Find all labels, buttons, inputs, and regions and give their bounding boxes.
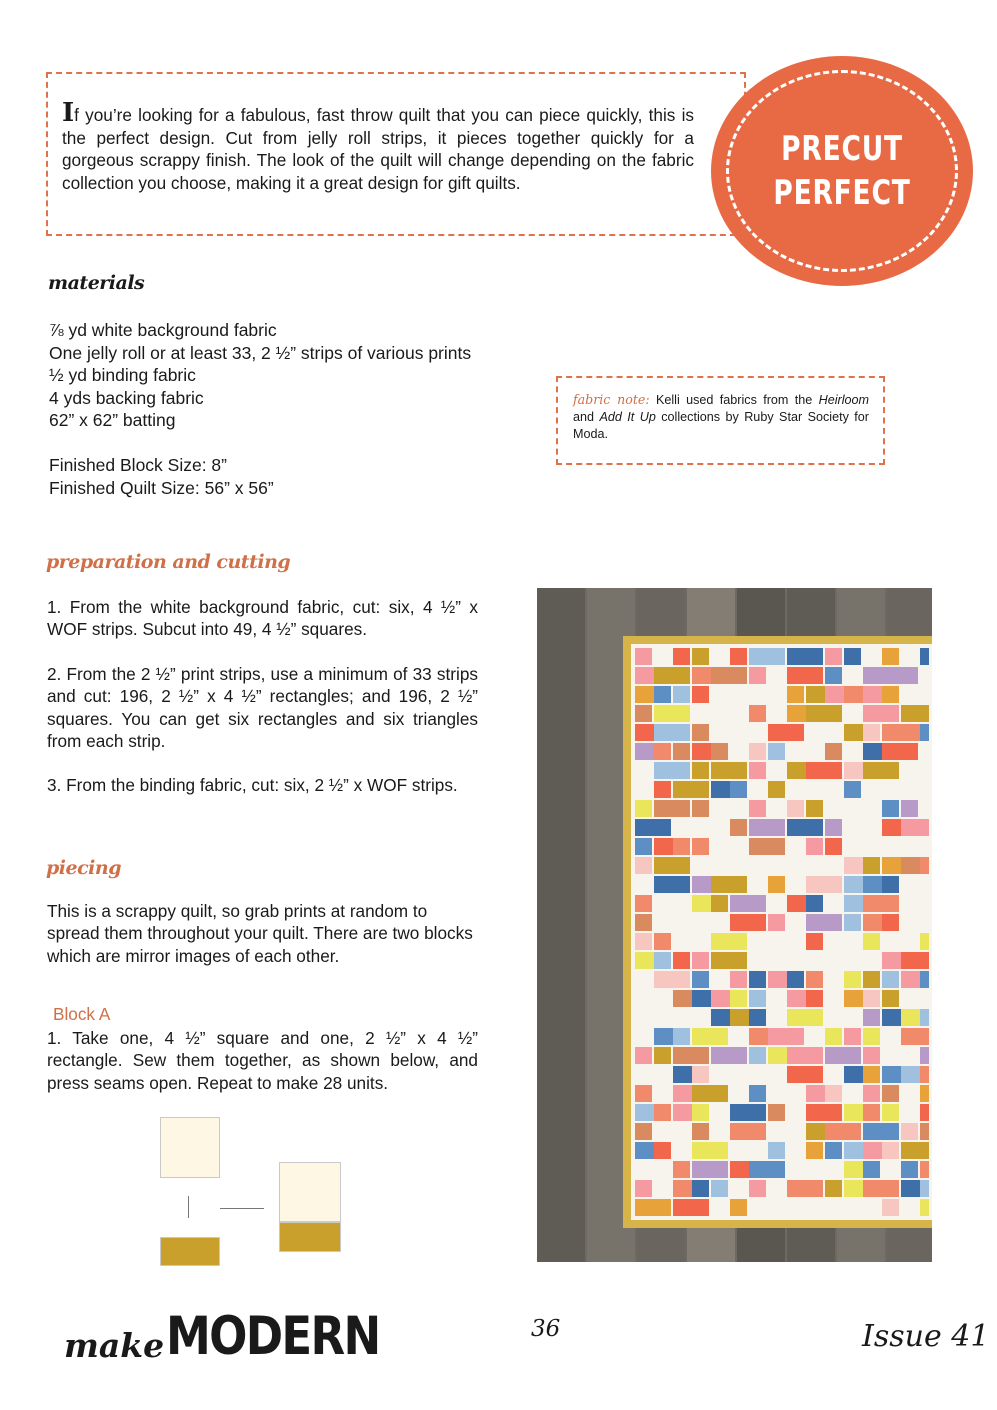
- quilt-patch: [730, 781, 747, 798]
- quilt-patch: [692, 1123, 709, 1140]
- quilt-patch: [787, 971, 804, 988]
- quilt-patch: [711, 743, 728, 760]
- materials-item: One jelly roll or at least 33, 2 ½” strips of various prints: [49, 342, 472, 363]
- quilt-patch: [806, 914, 842, 931]
- quilt-patch: [654, 724, 690, 741]
- quilt-patch: [692, 1161, 728, 1178]
- quilt-patch: [901, 705, 929, 722]
- quilt-patch: [863, 1066, 880, 1083]
- fabric-note-collection-2: Add It Up: [599, 410, 656, 424]
- quilt-patch: [787, 800, 804, 817]
- quilt-patch: [863, 705, 899, 722]
- quilt-patch: [882, 990, 899, 1007]
- quilt-patch: [730, 1199, 747, 1216]
- quilt-patch: [787, 1009, 823, 1026]
- quilt-patch: [901, 952, 929, 969]
- quilt-patch: [787, 1180, 823, 1197]
- quilt-patch: [768, 781, 785, 798]
- page-number: 36: [531, 1316, 561, 1342]
- quilt-patch: [901, 1142, 929, 1159]
- quilt-patch: [768, 1104, 785, 1121]
- prep-step-2: 2. From the 2 ½” print strips, use a minimum of 33 strips and cut: 196, 2 ½” x 4 ½” rectangles; and 196, 2 ½” squares. You can get six rectangles and six triangles from each strip.: [47, 664, 478, 751]
- quilt-patch: [654, 705, 690, 722]
- quilt-patch: [768, 743, 785, 760]
- quilt-patch: [825, 1180, 842, 1197]
- quilt-patch: [711, 762, 747, 779]
- quilt-patch: [635, 1199, 671, 1216]
- quilt-patch: [806, 895, 823, 912]
- quilt-patch: [749, 1161, 785, 1178]
- quilt-patch: [920, 1104, 929, 1121]
- quilt-patch: [673, 1047, 709, 1064]
- prep-step-3: 3. From the binding fabric, cut: six, 2 ½” x WOF strips.: [47, 775, 458, 795]
- quilt-patch: [920, 1161, 929, 1178]
- quilt-patch: [635, 857, 652, 874]
- prep-step-1: 1. From the white background fabric, cut: six, 4 ½” x WOF strips. Subcut into 49, 4 ½” squares.: [47, 597, 478, 640]
- finished-sizes: [49, 454, 274, 499]
- fabric-note-collection-1: Heirloom: [818, 393, 869, 407]
- quilt-patch: [844, 648, 861, 665]
- quilt-patch: [692, 648, 709, 665]
- quilt-patch: [844, 914, 861, 931]
- quilt-patch: [863, 1104, 880, 1121]
- quilt-patch: [654, 1104, 671, 1121]
- quilt-patch: [920, 933, 929, 950]
- quilt-patch: [825, 1142, 842, 1159]
- quilt-patch: [730, 819, 747, 836]
- quilt-patch: [882, 800, 899, 817]
- quilt-patch: [825, 819, 842, 836]
- quilt-patch: [825, 1085, 842, 1102]
- quilt-patch: [673, 686, 690, 703]
- block-a-title: Block A: [53, 1004, 111, 1024]
- quilt-patch: [882, 1199, 899, 1216]
- quilt-patch: [882, 876, 899, 893]
- quilt-patch: [730, 1104, 766, 1121]
- quilt-patch: [920, 1123, 929, 1140]
- quilt-patch: [692, 800, 709, 817]
- quilt-patch: [920, 971, 929, 988]
- quilt-patch: [673, 743, 690, 760]
- quilt-patch: [901, 819, 929, 836]
- quilt-patch: [825, 1123, 861, 1140]
- quilt-patch: [654, 743, 671, 760]
- quilt-patch: [768, 1028, 804, 1045]
- quilt-patch: [920, 1009, 929, 1026]
- quilt-patch: [673, 1028, 690, 1045]
- quilt-patch: [863, 857, 880, 874]
- intro-text: f you’re looking for a fabulous, fast throw quilt that you can piece quickly, this is the perfect design. Cut from jelly roll strips, it pieces together quickly for a gorgeous scrappy finish. The look of the quilt will change depending on the fabric collection you choose, making it a great design for gift quilts.: [62, 105, 694, 193]
- quilt-patch: [920, 1066, 929, 1083]
- quilt-photo: [537, 588, 932, 1262]
- quilt-patch: [825, 667, 842, 684]
- quilt-patch: [825, 648, 842, 665]
- quilt-patch: [863, 1161, 880, 1178]
- quilt-patch: [635, 933, 652, 950]
- quilt-patch: [749, 800, 766, 817]
- quilt-patch: [635, 1123, 652, 1140]
- quilt-patch: [863, 1180, 899, 1197]
- quilt-patch: [863, 1047, 880, 1064]
- quilt-patch: [882, 971, 899, 988]
- materials-item: 4 yds backing fabric: [49, 387, 204, 408]
- quilt-patch: [730, 971, 747, 988]
- sewn-unit-square: [279, 1162, 341, 1222]
- quilt-patch: [901, 800, 918, 817]
- prep-heading: preparation and cutting: [46, 551, 291, 573]
- materials-heading: materials: [48, 272, 145, 294]
- quilt-patch: [920, 1199, 929, 1216]
- quilt-patch: [787, 686, 804, 703]
- quilt-patch: [901, 1028, 929, 1045]
- badge-line-2: PERFECT: [773, 173, 911, 213]
- fabric-note-text-c: collections by Ruby Star Society for Moda.: [573, 410, 869, 441]
- quilt-patch: [920, 1047, 929, 1064]
- badge-line-1: PRECUT: [781, 129, 903, 169]
- quilt-patch: [863, 762, 899, 779]
- quilt-patch: [711, 1047, 747, 1064]
- quilt-patch: [825, 1028, 842, 1045]
- quilt-patch: [749, 705, 766, 722]
- quilt-patch: [768, 876, 785, 893]
- quilt-patch: [692, 952, 709, 969]
- quilt-patch: [692, 971, 709, 988]
- quilt-patch: [863, 1009, 880, 1026]
- quilt-patch: [654, 933, 671, 950]
- quilt-patch: [882, 667, 918, 684]
- quilt-patch: [825, 838, 842, 855]
- quilt-patch: [654, 857, 690, 874]
- quilt-patch: [711, 667, 747, 684]
- quilt-patch: [749, 648, 785, 665]
- quilt-patch: [901, 1161, 918, 1178]
- quilt-patch: [768, 1142, 785, 1159]
- quilt-patch: [882, 914, 899, 931]
- quilt-patch: [882, 1104, 899, 1121]
- quilt-patch: [806, 838, 823, 855]
- quilt-patch: [749, 971, 766, 988]
- quilt-patch: [882, 1142, 899, 1159]
- materials-list: [49, 319, 471, 432]
- quilt-patch: [882, 648, 899, 665]
- block-a-step-1: 1. Take one, 4 ½” square and one, 2 ½” x 4 ½” rectangle. Sew them together, as shown below, and press seams open. Repeat to make 28 units.: [47, 1028, 478, 1093]
- quilt-patch: [654, 800, 690, 817]
- intro-dropcap: I: [62, 98, 75, 128]
- make-modern-logo: [64, 1306, 417, 1367]
- quilt-patch: [749, 743, 766, 760]
- quilt-patch: [692, 762, 709, 779]
- diagram-connector-vertical: [188, 1196, 189, 1218]
- quilt-patch: [635, 838, 652, 855]
- fabric-note-text-a: Kelli used fabrics from the: [649, 393, 819, 407]
- finished-quilt-size: Finished Quilt Size: 56” x 56”: [49, 477, 274, 498]
- materials-item: ½ yd binding fabric: [49, 365, 196, 385]
- piecing-intro: This is a scrappy quilt, so grab prints at random to spread them throughout your quilt. There are two blocks which are mirror images of each other.: [47, 901, 473, 966]
- quilt-patch: [768, 914, 785, 931]
- quilt-patch: [806, 819, 823, 836]
- quilt-patch: [901, 1123, 918, 1140]
- quilt-patch: [673, 1161, 690, 1178]
- quilt-patch: [673, 952, 690, 969]
- quilt-patch: [749, 990, 766, 1007]
- quilt-patch: [749, 819, 785, 836]
- mustard-rectangle-swatch: [160, 1237, 220, 1266]
- quilt-patch: [787, 1066, 823, 1083]
- quilt-patch: [654, 1142, 671, 1159]
- quilt-patch: [654, 952, 671, 969]
- fabric-note-box: [556, 376, 885, 465]
- quilt-patch: [806, 876, 842, 893]
- quilt-patch: [673, 838, 690, 855]
- quilt-patch: [692, 724, 709, 741]
- quilt-patch: [806, 705, 842, 722]
- quilt-patch: [844, 1028, 861, 1045]
- quilt-patch: [635, 895, 652, 912]
- logo-make-text: make: [64, 1326, 165, 1365]
- quilt-patch: [635, 914, 652, 931]
- quilt-patch: [749, 762, 766, 779]
- quilt-patch: [730, 914, 766, 931]
- quilt-patch: [654, 667, 690, 684]
- wood-plank: [537, 588, 585, 1262]
- quilt-patch: [863, 990, 880, 1007]
- diagram-connector-horizontal: [220, 1208, 264, 1209]
- quilt-patch: [654, 971, 690, 988]
- quilt-patch: [882, 686, 899, 703]
- quilt-patch: [825, 743, 842, 760]
- quilt-patch: [863, 1123, 899, 1140]
- fabric-note-text-b: and: [573, 410, 600, 424]
- quilt-patch: [692, 1180, 709, 1197]
- quilt-patch: [692, 1142, 728, 1159]
- quilt-patch: [844, 781, 861, 798]
- quilt-patch: [920, 857, 929, 874]
- quilt-patch: [730, 990, 747, 1007]
- quilt-patch: [711, 933, 747, 950]
- quilt-patch: [635, 705, 652, 722]
- quilt-patch: [730, 1123, 766, 1140]
- quilt-patch: [654, 686, 671, 703]
- quilt-patch: [749, 667, 766, 684]
- intro-paragraph: [62, 98, 694, 194]
- quilt-patch: [806, 1142, 823, 1159]
- materials-item: 62” x 62” batting: [49, 410, 176, 430]
- materials-item: ⅞ yd white background fabric: [49, 320, 277, 340]
- quilt-patch: [711, 876, 747, 893]
- logo-modern-text: MODERN: [166, 1306, 380, 1367]
- quilt-patch: [711, 952, 747, 969]
- quilt-patch: [692, 1028, 728, 1045]
- quilt-patch: [806, 762, 842, 779]
- quilt-patch: [673, 876, 690, 893]
- quilt-patch: [787, 648, 823, 665]
- quilt-patch: [711, 1180, 728, 1197]
- fabric-note-label: fabric note:: [573, 392, 650, 407]
- quilt-patch: [768, 724, 804, 741]
- quilt-patch: [920, 724, 929, 741]
- quilt-patch: [692, 838, 709, 855]
- issue-label: Issue 41: [862, 1319, 990, 1354]
- piecing-heading: piecing: [46, 857, 121, 879]
- quilt-patch: [654, 781, 671, 798]
- quilt-patch: [635, 1085, 652, 1102]
- quilt-patch: [635, 648, 652, 665]
- badge-dashed-ring: [726, 70, 958, 272]
- quilt-patch: [749, 1180, 766, 1197]
- quilt-patch: [635, 800, 652, 817]
- quilt-patch: [711, 895, 728, 912]
- quilt-patch: [654, 762, 690, 779]
- quilt-patch: [863, 895, 899, 912]
- quilt-patch: [844, 971, 861, 988]
- quilt-patch: [692, 1104, 709, 1121]
- quilt-patch: [635, 819, 671, 836]
- quilt-patch: [787, 1047, 823, 1064]
- quilt-patch: [730, 648, 747, 665]
- quilt-patch: [673, 648, 690, 665]
- quilt-patch: [692, 1085, 728, 1102]
- quilt-patch: [863, 1028, 880, 1045]
- cream-square-swatch: [160, 1117, 220, 1178]
- quilt-patch: [806, 933, 823, 950]
- quilt-patch: [920, 1180, 929, 1197]
- quilt-patch: [806, 971, 823, 988]
- quilt-patch: [806, 1104, 842, 1121]
- quilt-patch: [749, 838, 785, 855]
- quilt-patch: [673, 781, 709, 798]
- quilt-patch: [692, 686, 709, 703]
- quilt-patch: [806, 990, 823, 1007]
- quilt-patch: [882, 1085, 899, 1102]
- quilt-patch: [806, 800, 823, 817]
- quilt-patch: [692, 1066, 709, 1083]
- precut-perfect-badge: [711, 56, 973, 286]
- quilt-patch: [673, 1199, 709, 1216]
- quilt-patch: [920, 648, 929, 665]
- quilt-patch: [730, 895, 766, 912]
- quilt-patch: [825, 1047, 861, 1064]
- quilt-patch: [635, 1180, 652, 1197]
- quilt-patch: [901, 743, 918, 760]
- quilt-patch: [863, 724, 880, 741]
- quilt-patch: [787, 667, 823, 684]
- intro-box: [46, 72, 746, 236]
- quilt-patch: [654, 1047, 671, 1064]
- quilt-patch: [863, 933, 880, 950]
- quilt-patch: [749, 1009, 766, 1026]
- sewn-unit-rectangle: [279, 1222, 341, 1252]
- finished-block-size: Finished Block Size: 8”: [49, 455, 227, 475]
- quilt-patch: [749, 1085, 766, 1102]
- quilt-patch: [635, 1047, 652, 1064]
- quilt-patch: [863, 971, 880, 988]
- quilt-patch: [863, 1085, 880, 1102]
- quilt-patch: [920, 1085, 929, 1102]
- quilt-patch: [749, 1047, 766, 1064]
